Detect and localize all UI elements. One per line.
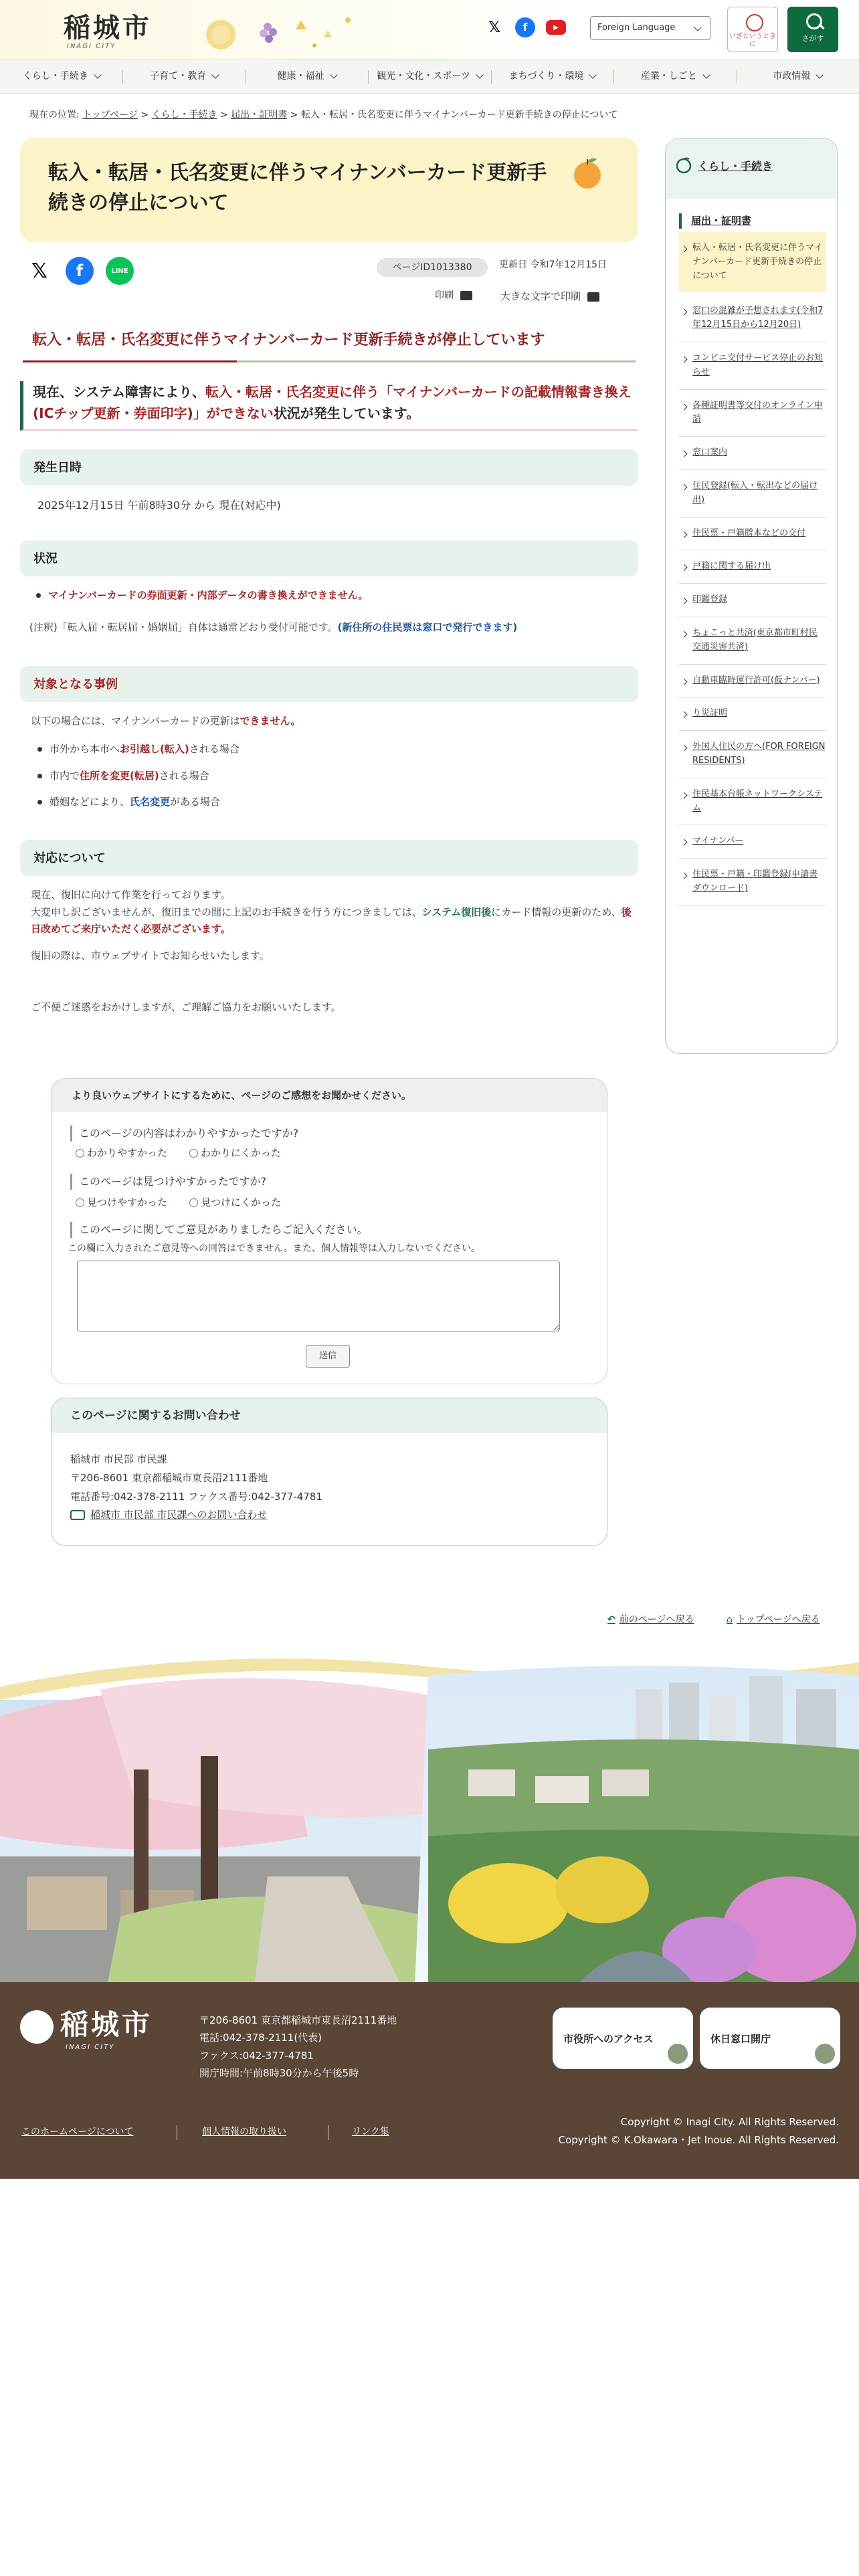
home-icon: ⌂ [727,1614,733,1625]
sidebar-item[interactable]: 窓口案内 [679,437,826,470]
feedback-survey [51,1078,607,1384]
sidebar-item[interactable]: コンビニ交付サービス停止のお知らせ [679,342,826,390]
contact-info: 稲城市 市民部 市民課 〒206-8601 東京都稲城市東長沼2111番地 電話番号:042-378-2111 ファクス番号:042-377-4781 稲城市 市民部 市民課へのお問い合わせ [70,1451,322,1525]
survey-q2: このページは見つけやすかったですか? [70,1174,266,1190]
sidebar-item-current[interactable]: 転入・転居・氏名変更に伴うマイナンバーカード更新手続きの停止について [679,232,826,292]
section-occur-title: 発生日時 [20,449,638,486]
survey-note: この欄に入力されたご意見等への回答はできません。また、個人情報等は入力しないでください。 [68,1243,480,1254]
section-response-title: 対応について [20,840,638,876]
sidebar-item[interactable]: 住民票・戸籍謄本などの交付 [679,518,826,551]
leaf-icon [675,157,692,175]
status-list [29,587,369,611]
nav-item-kenko[interactable]: 健康・福祉 [246,60,368,93]
nav-item-sangyo[interactable]: 産業・しごと [613,60,736,93]
cases-list [31,741,240,818]
footer-logo: 稲城市 [20,2004,153,2046]
breadcrumb-current: 転入・転居・氏名変更に伴うマイナンバーカード更新手続きの停止について [300,110,618,120]
footer-logo-sub: INAGI CITY [66,2044,115,2051]
global-nav [0,59,859,94]
sidebar-subtitle[interactable]: 届出・証明書 [679,213,826,229]
print-button[interactable]: 印刷 [435,289,472,303]
updated-date: 更新日 令和7年12月15日 [499,259,607,270]
list-item: 婚姻などにより、氏名変更がある場合 [31,794,240,811]
sidebar-item[interactable]: ちょこっと共済(東京都市町村民 交通災害共済) [679,617,826,665]
access-button[interactable]: 市役所へのアクセス [553,2008,693,2069]
share-facebook-icon[interactable]: f [66,257,94,285]
sidebar-item[interactable]: 戸籍に関する届け出 [679,550,826,584]
footer-link-about[interactable]: このホームページについて [21,2127,134,2137]
survey-title: より良いウェブサイトにするために、ページのご感想をお聞かせください。 [52,1079,607,1112]
contact-box [51,1398,607,1546]
breadcrumb-link-kurashi[interactable]: くらし・手続き [151,110,217,120]
survey-q2-opt1[interactable]: 見つけやすかった [76,1195,167,1210]
survey-q3: このページに関してご意見がありましたらご記入ください。 [70,1222,368,1238]
sidebar-item[interactable]: 住民基本台帳ネットワークシステム [679,778,826,826]
nav-item-kanko[interactable]: 観光・文化・スポーツ [368,60,490,93]
city-emblem-icon [20,2010,54,2044]
header-decoration-illustration [194,7,368,53]
cases-intro: 以下の場合には、マイナンバーカードの更新はできません。 [31,715,301,727]
share-line-icon[interactable]: LINE [106,257,134,285]
send-button[interactable]: 送信 [306,1345,350,1368]
page-title: 転入・転居・氏名変更に伴うマイナンバーカード更新手続きの停止について [48,161,547,215]
status-note: (注釈)「転入届・転居届・婚姻届」自体は通常どおり受付可能です。(新住所の住民票は窓口で発行できます) [29,621,518,633]
site-logo[interactable]: 稲城市 [64,12,152,43]
sidebar-item[interactable]: 各種証明書等交付のオンライン申請 [679,390,826,437]
page-title-box [20,138,638,242]
occur-text: 2025年12月15日 午前8時30分 から 現在(対応中) [37,499,281,512]
back-arrow-icon: ↶ [607,1614,615,1625]
sidebar-item[interactable]: 外国人住民の方へ(FOR FOREIGN RESIDENTS) [679,731,826,778]
emergency-button[interactable]: いざというときに [727,7,778,52]
sidebar-title[interactable]: くらし・手続き [666,138,836,199]
prev-page-link[interactable]: ↶ 前のページへ戻る [607,1614,694,1625]
mail-icon [70,1510,85,1520]
site-header [0,0,859,59]
sidebar-item[interactable]: り災証明 [679,697,826,731]
sidebar-item[interactable]: マイナンバー [679,825,826,859]
response-body: 現在、復旧に向けて作業を行っております。 大変申し訳ございませんが、復旧までの間に上記のお手続きを行う方につきましては、システム復旧後にカード情報の更新のため、後日改めてご来庁いただく必要がございます。 復旧の際は、市ウェブサイトでお知らせいたします。 ご不便ご迷惑をおかけしますが、ご理解ご協力をお願いいたします。 [31,889,632,1013]
survey-q2-opt2[interactable]: 見つけにくかった [189,1195,281,1210]
breadcrumb-label: 現在の位置: [29,110,80,120]
sidebar-item[interactable]: 住民票・戸籍・印鑑登録(申請書ダウンロード) [679,859,826,906]
survey-q1-opt1[interactable]: わかりやすかった [76,1146,167,1161]
search-button[interactable]: さがす [787,7,838,52]
page-id-badge: ページID1013380 [377,258,488,277]
survey-q1: このページの内容はわかりやすかったですか? [70,1125,298,1142]
radio-icon [189,1149,198,1158]
printer-icon [460,291,472,300]
sidebar-item[interactable]: 住民登録(転入・転出などの届け出) [679,470,826,518]
sidebar [665,138,838,1054]
breadcrumb-link-top[interactable]: トップページ [82,110,138,120]
foreign-language-select[interactable]: Foreign Language [590,16,710,40]
sidebar-item[interactable]: 窓口の混雑が予想されます(令和7年12月15日から12月20日) [679,295,826,342]
site-footer [0,1982,859,2179]
status-bullet: マイナンバーカードの券面更新・内部データの書き換えができません。 [29,587,369,605]
persimmon-icon [569,154,606,191]
list-item: 市外から本市へお引越し(転入)される場合 [31,741,240,758]
sidebar-item[interactable]: 自動車臨時運行許可(仮ナンバー) [679,665,826,698]
main-heading: 転入・転居・氏名変更に伴うマイナンバーカード更新手続きが停止しています [23,325,636,362]
nav-item-shisei[interactable]: 市政情報 [737,60,859,93]
holiday-window-button[interactable]: 休日窓口開庁 [700,2008,840,2069]
footer-address: 〒206-8601 東京都稲城市東長沼2111番地 電話:042-378-2111(代表) ファクス:042-377-4781 開庁時間:午前8時30分から午後5時 [199,2014,397,2079]
contact-title: このページに関するお問い合わせ [52,1398,607,1433]
section-status-title: 状況 [20,540,638,576]
breadcrumb-link-todokede[interactable]: 届出・証明書 [231,110,288,120]
sidebar-item[interactable]: 印鑑登録 [679,584,826,617]
nav-item-kurashi[interactable]: くらし・手続き [0,60,122,93]
breadcrumb: 現在の位置: トップページ > くらし・手続き > 届出・証明書 > 転入・転居・氏名変更に伴うマイナンバーカード更新手続きの停止について [29,110,618,120]
radio-icon [76,1149,84,1158]
section-cases-title: 対象となる事例 [20,666,638,702]
site-logo-sub: INAGI CITY [67,43,116,50]
survey-q1-opt2[interactable]: わかりにくかった [189,1146,281,1161]
sidebar-list [679,232,826,906]
youtube-icon[interactable]: ▶ [546,20,566,35]
facebook-icon[interactable]: f [515,17,535,37]
radio-icon [76,1198,84,1207]
top-page-link[interactable]: ⌂ トップページへ戻る [727,1614,820,1625]
nav-item-machizukuri[interactable]: まちづくり・環境 [491,60,613,93]
survey-comment-input[interactable] [77,1261,560,1331]
share-x-icon[interactable]: 𝕏 [25,257,54,285]
list-item: 市内で住所を変更(転居)される場合 [31,768,240,785]
contact-mail-link[interactable]: 稲城市 市民部 市民課へのお問い合わせ [70,1506,322,1525]
x-twitter-icon[interactable]: 𝕏 [484,17,504,37]
printer-icon [587,292,599,302]
nav-item-kosodate[interactable]: 子育て・教育 [122,60,245,93]
copyright: Copyright © Inagi City. All Rights Reserved. Copyright © K.Okawara・Jet Inoue. All Rights Reserved. [558,2116,839,2146]
large-print-button[interactable]: 大きな文字で印刷 [500,289,599,304]
lead-text: 現在、システム障害により、転入・転居・氏名変更に伴う「マイナンバーカードの記載情報書き換え(ICチップ更新・券面印字)」ができない状況が発生しています。 [20,381,638,431]
radio-icon [189,1198,198,1207]
scenery-photo-collage [0,1636,859,1986]
footer-link-links[interactable]: リンク集 [352,2127,389,2137]
footer-link-privacy[interactable]: 個人情報の取り扱い [202,2127,286,2137]
